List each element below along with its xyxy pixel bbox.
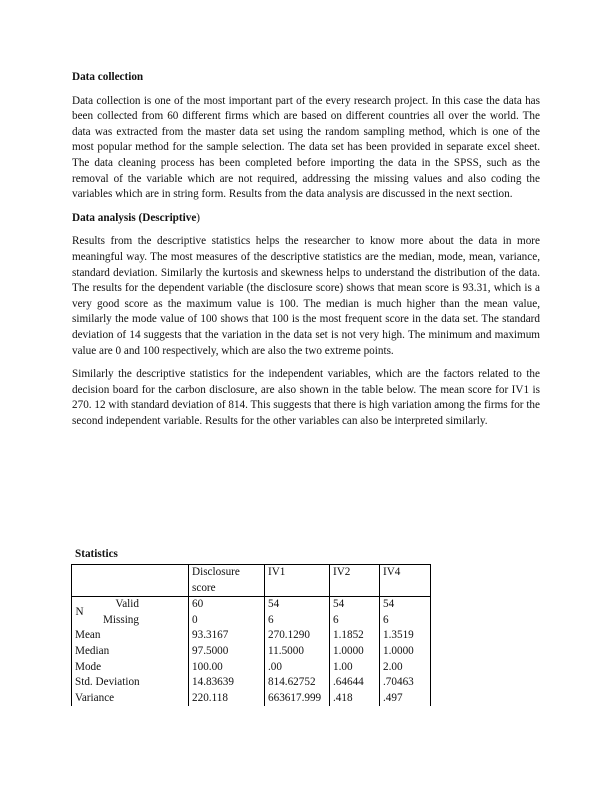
header-cell: IV4 <box>380 565 431 597</box>
table-cell: 220.118 <box>189 691 265 707</box>
header-cell: IV1 <box>265 565 330 597</box>
table-cell: 97.5000 <box>189 644 265 660</box>
row-label-cell: Std. Deviation <box>72 675 189 691</box>
table-cell: 1.00 <box>330 660 380 676</box>
header-cell: IV2 <box>330 565 380 597</box>
table-header-row <box>72 565 431 597</box>
valid-label: Valid <box>115 598 139 611</box>
table-row-mode <box>72 660 431 676</box>
table-cell: .70463 <box>380 675 431 691</box>
statistics-table-title: Statistics <box>75 548 118 560</box>
table-cell: 6 <box>265 613 330 629</box>
paragraph-analysis-2: The results for the dependent variable (the disclosure score) shows that mean score is 93.31, which is a very good score as the maximum value is 100. The median is much higher than the mean value, similarly the mode value of 100 shows that 100 is the most frequent score in the data set. The standard deviation of 14 suggests that the variation in the data set is not very high. The minimum and maximum value are 0 and 100 respectively, which are also the two extreme points. <box>72 282 540 357</box>
table-cell: .418 <box>330 691 380 707</box>
table-cell: .497 <box>380 691 431 707</box>
table-cell: 663617.999 <box>265 691 330 707</box>
heading-bold-text: Data analysis (Descriptive <box>72 211 197 224</box>
table-cell: 814.62752 <box>265 675 330 691</box>
table-cell: 93.3167 <box>189 628 265 644</box>
table-cell: 54 <box>380 597 431 613</box>
table-cell: 11.5000 <box>265 644 330 660</box>
table-cell: 1.0000 <box>330 644 380 660</box>
table-row-std-deviation <box>72 675 431 691</box>
table-cell: 14.83639 <box>189 675 265 691</box>
table-cell: 6 <box>330 613 380 629</box>
table-row-missing <box>72 613 431 629</box>
n-label: N <box>75 605 84 618</box>
table-cell: 1.3519 <box>380 628 431 644</box>
table-cell: 60 <box>189 597 265 613</box>
table-cell: 54 <box>330 597 380 613</box>
header-cell: Disclosure score <box>189 565 265 597</box>
table-cell: 0 <box>189 613 265 629</box>
section-heading-data-analysis <box>72 211 540 227</box>
row-label-cell: Variance <box>72 691 189 707</box>
row-label-cell <box>72 597 189 613</box>
table-cell: 6 <box>380 613 431 629</box>
document-body <box>72 70 540 437</box>
table-cell: .64644 <box>330 675 380 691</box>
row-label-cell: Median <box>72 644 189 660</box>
heading-tail: ) <box>196 211 201 224</box>
paragraph-analysis-3: Similarly the descriptive statistics for the independent variables, which are the factors related to the decision board for the carbon disclosure, are also shown in the table below. The mean score for IV1 is 270. 12 with standard deviation of 814. This suggests that there is high variation among the firms for the second independent variable. Results for the other variables can also be interpreted similarly. <box>72 368 540 427</box>
header-empty-cell <box>72 565 189 597</box>
table-cell: 1.1852 <box>330 628 380 644</box>
row-label-cell: Mode <box>72 660 189 676</box>
table-cell: 2.00 <box>380 660 431 676</box>
table-row-variance <box>72 691 431 707</box>
row-label-cell <box>72 605 189 629</box>
table-row-valid <box>72 597 431 613</box>
table-cell: .00 <box>265 660 330 676</box>
table-row-median <box>72 644 431 660</box>
paragraph-data-collection: Data collection is one of the most important part of the every research project. In this case the data has been collected from 60 different firms which are based on different countries all over the world. The data was extracted from the master data set using the random sampling method, which is one of the most popular method for the sample selection. The data set has been provided in separate excel sheet. The data cleaning process has been completed before importing the data in the SPSS, such as the removal of the variable which are not required, addressing the missing values and also coding the variables which are in string form. Results from the data analysis are discussed in the next section. <box>72 94 540 201</box>
table-cell: 270.1290 <box>265 628 330 644</box>
statistics-table <box>71 564 431 706</box>
paragraph-analysis-1: Results from the descriptive statistics helps the researcher to know more about the data in more meaningful way. The most measures of the descriptive statistics are the median, mode, mean, variance, standard deviation. Similarly the kurtosis and skewness helps to understand the distribution of the data. <box>72 235 540 279</box>
table-cell: 100.00 <box>189 660 265 676</box>
missing-label: Missing <box>102 613 139 626</box>
table-row-mean <box>72 628 431 644</box>
row-label-cell: Mean <box>72 628 189 644</box>
table-cell: 1.0000 <box>380 644 431 660</box>
table-cell: 54 <box>265 597 330 613</box>
section-heading-data-collection: Data collection <box>72 71 144 83</box>
